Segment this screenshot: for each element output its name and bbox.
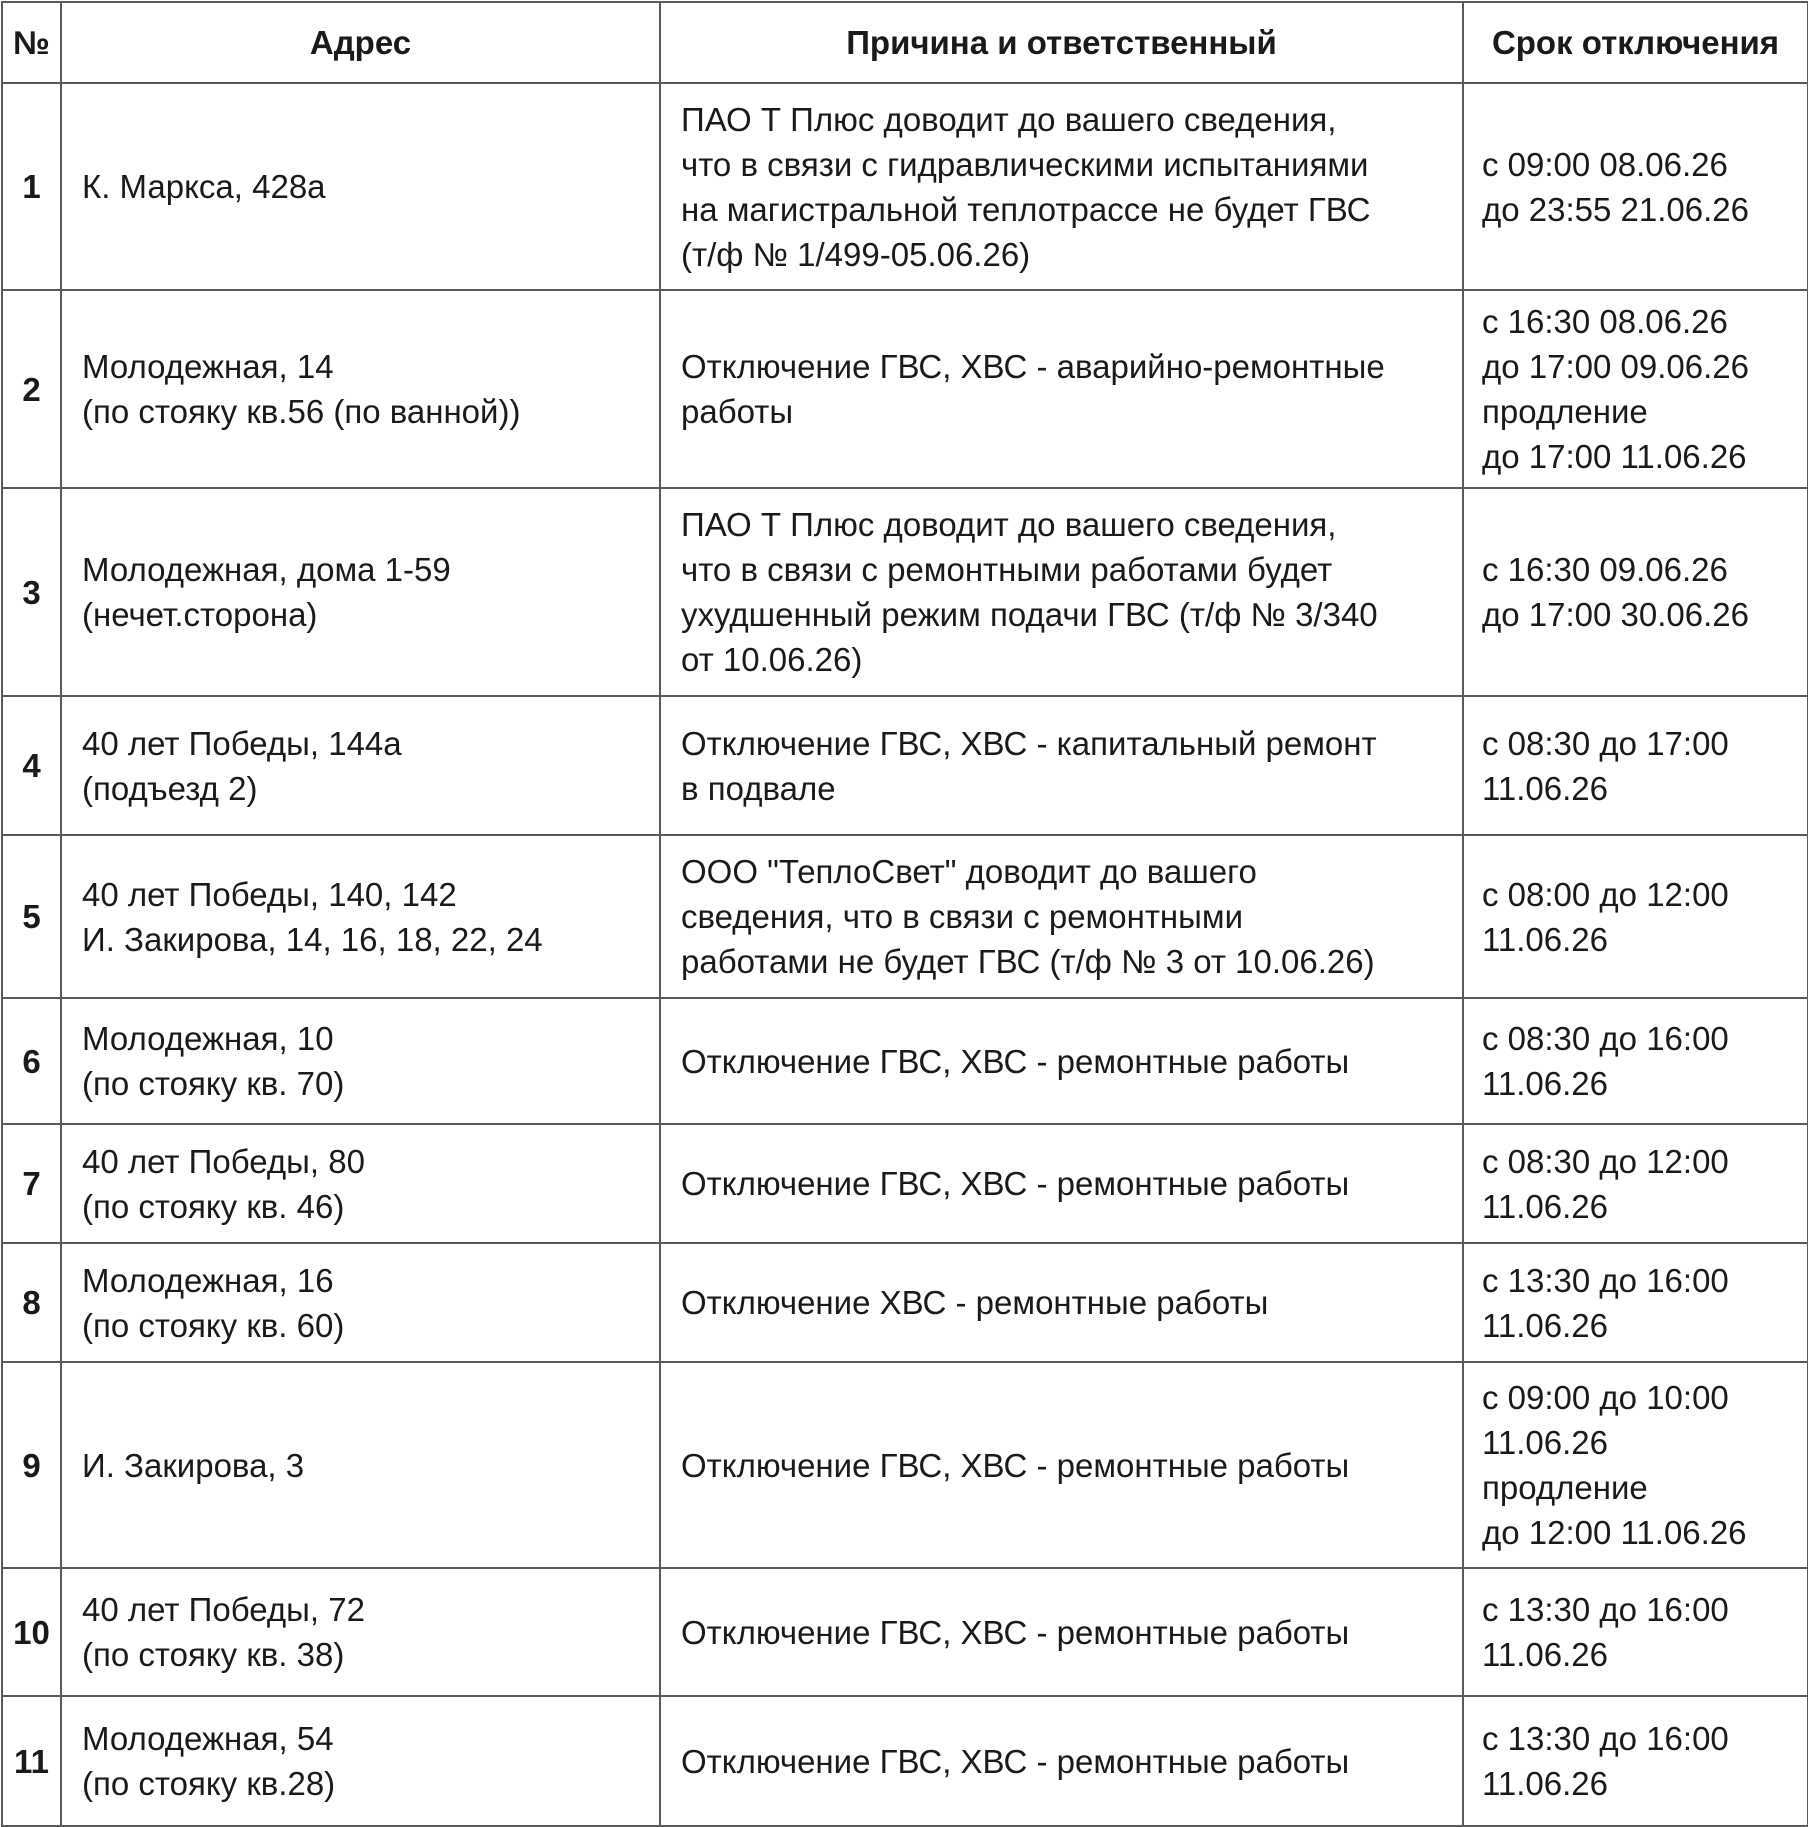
row-reason: Отключение ГВС, ХВС - капитальный ремонт в подвале bbox=[660, 696, 1463, 835]
table-row bbox=[2, 1568, 1808, 1696]
table-row bbox=[2, 998, 1808, 1124]
row-number: 9 bbox=[2, 1362, 61, 1568]
row-term: с 08:00 до 12:00 11.06.26 bbox=[1463, 835, 1808, 998]
row-term: с 13:30 до 16:00 11.06.26 bbox=[1463, 1696, 1808, 1826]
row-number: 6 bbox=[2, 998, 61, 1124]
row-reason: Отключение ГВС, ХВС - аварийно-ремонтные работы bbox=[660, 290, 1463, 488]
row-term: с 09:00 до 10:00 11.06.26 продление до 12:00 11.06.26 bbox=[1463, 1362, 1808, 1568]
table-row bbox=[2, 1124, 1808, 1243]
row-address: И. Закирова, 3 bbox=[61, 1362, 660, 1568]
header-row bbox=[2, 2, 1808, 83]
table-row bbox=[2, 1362, 1808, 1568]
row-number: 3 bbox=[2, 488, 61, 696]
row-reason: Отключение ХВС - ремонтные работы bbox=[660, 1243, 1463, 1362]
table-row bbox=[2, 835, 1808, 998]
header-num: № bbox=[2, 2, 61, 83]
table-row bbox=[2, 696, 1808, 835]
header-term: Срок отключения bbox=[1463, 2, 1808, 83]
row-address: Молодежная, 10 (по стояку кв. 70) bbox=[61, 998, 660, 1124]
table-row bbox=[2, 488, 1808, 696]
row-term: с 08:30 до 12:00 11.06.26 bbox=[1463, 1124, 1808, 1243]
row-number: 2 bbox=[2, 290, 61, 488]
row-number: 8 bbox=[2, 1243, 61, 1362]
row-term: с 16:30 09.06.26 до 17:00 30.06.26 bbox=[1463, 488, 1808, 696]
row-reason: Отключение ГВС, ХВС - ремонтные работы bbox=[660, 1362, 1463, 1568]
row-address: 40 лет Победы, 140, 142 И. Закирова, 14, 16, 18, 22, 24 bbox=[61, 835, 660, 998]
table-row bbox=[2, 1243, 1808, 1362]
row-reason: Отключение ГВС, ХВС - ремонтные работы bbox=[660, 1568, 1463, 1696]
table-row bbox=[2, 83, 1808, 290]
row-address: Молодежная, дома 1-59 (нечет.сторона) bbox=[61, 488, 660, 696]
outage-table bbox=[1, 1, 1808, 1827]
row-term: с 16:30 08.06.26 до 17:00 09.06.26 продление до 17:00 11.06.26 bbox=[1463, 290, 1808, 488]
row-address: 40 лет Победы, 144а (подъезд 2) bbox=[61, 696, 660, 835]
row-term: с 08:30 до 17:00 11.06.26 bbox=[1463, 696, 1808, 835]
header-address: Адрес bbox=[61, 2, 660, 83]
row-number: 7 bbox=[2, 1124, 61, 1243]
row-address: К. Маркса, 428а bbox=[61, 83, 660, 290]
row-reason: ПАО Т Плюс доводит до вашего сведения, что в связи с ремонтными работами будет ухудшенный режим подачи ГВС (т/ф № 3/340 от 10.06.26) bbox=[660, 488, 1463, 696]
table-row bbox=[2, 1696, 1808, 1826]
row-number: 10 bbox=[2, 1568, 61, 1696]
row-term: с 08:30 до 16:00 11.06.26 bbox=[1463, 998, 1808, 1124]
row-address: Молодежная, 14 (по стояку кв.56 (по ванной)) bbox=[61, 290, 660, 488]
row-reason: ООО "ТеплоСвет" доводит до вашего сведения, что в связи с ремонтными работами не будет ГВС (т/ф № 3 от 10.06.26) bbox=[660, 835, 1463, 998]
header-reason: Причина и ответственный bbox=[660, 2, 1463, 83]
row-term: с 13:30 до 16:00 11.06.26 bbox=[1463, 1568, 1808, 1696]
row-term: с 13:30 до 16:00 11.06.26 bbox=[1463, 1243, 1808, 1362]
row-address: Молодежная, 16 (по стояку кв. 60) bbox=[61, 1243, 660, 1362]
table-row bbox=[2, 290, 1808, 488]
row-address: 40 лет Победы, 72 (по стояку кв. 38) bbox=[61, 1568, 660, 1696]
row-reason: Отключение ГВС, ХВС - ремонтные работы bbox=[660, 998, 1463, 1124]
row-number: 4 bbox=[2, 696, 61, 835]
row-number: 1 bbox=[2, 83, 61, 290]
row-reason: ПАО Т Плюс доводит до вашего сведения, что в связи с гидравлическими испытаниями на магистральной теплотрассе не будет ГВС (т/ф № 1/499-05.06.26) bbox=[660, 83, 1463, 290]
row-reason: Отключение ГВС, ХВС - ремонтные работы bbox=[660, 1124, 1463, 1243]
row-address: 40 лет Победы, 80 (по стояку кв. 46) bbox=[61, 1124, 660, 1243]
row-number: 5 bbox=[2, 835, 61, 998]
row-reason: Отключение ГВС, ХВС - ремонтные работы bbox=[660, 1696, 1463, 1826]
row-number: 11 bbox=[2, 1696, 61, 1826]
row-address: Молодежная, 54 (по стояку кв.28) bbox=[61, 1696, 660, 1826]
row-term: с 09:00 08.06.26 до 23:55 21.06.26 bbox=[1463, 83, 1808, 290]
